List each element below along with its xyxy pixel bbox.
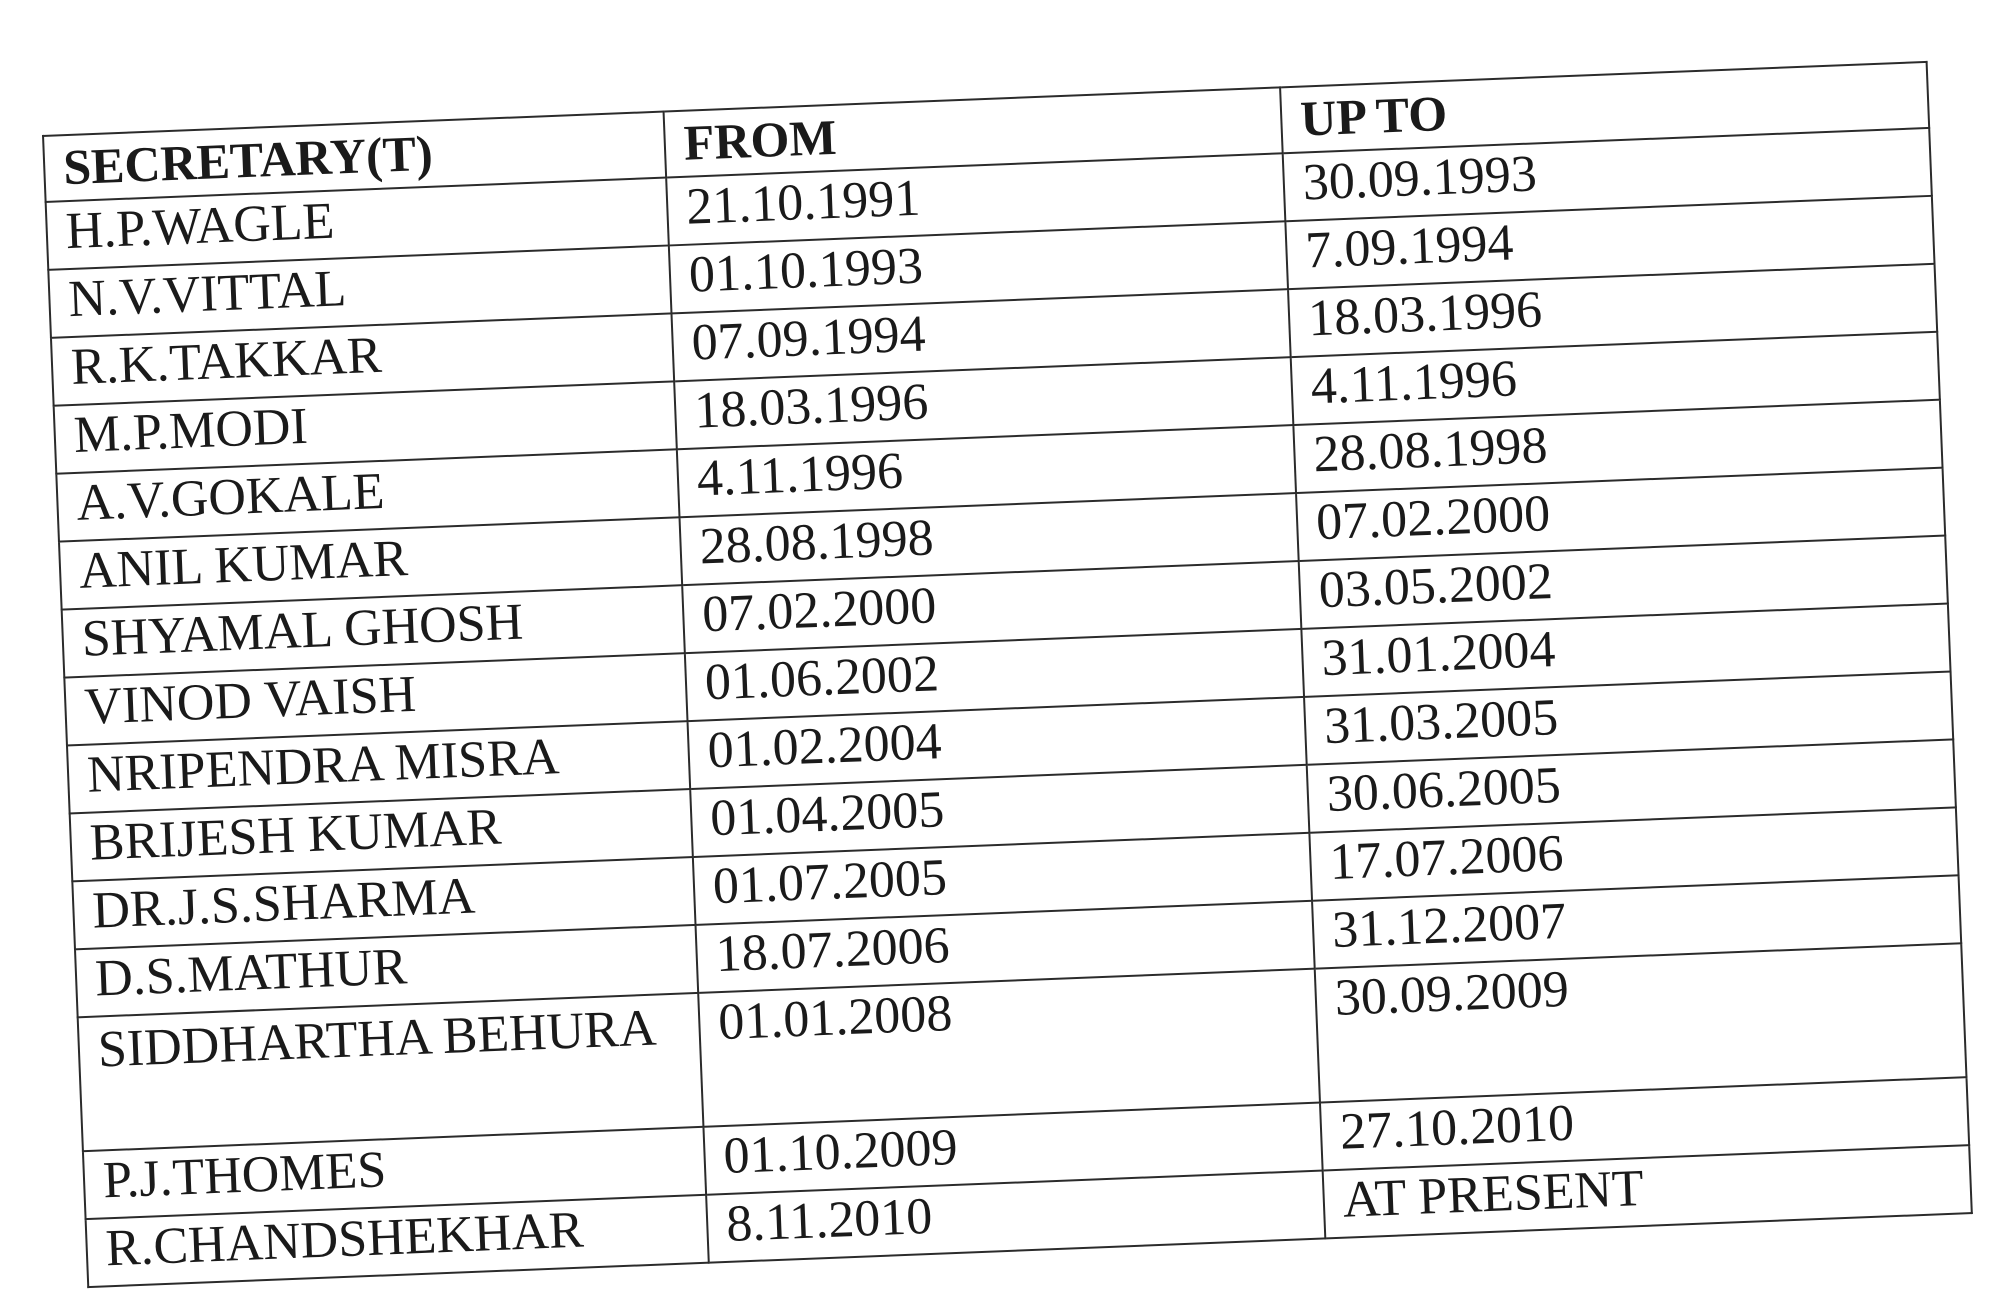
up-to-date: 30.09.1993 <box>1283 128 1932 221</box>
secretary-name: DR.J.S.SHARMA <box>72 857 695 949</box>
header-up-to: UP TO <box>1280 62 1929 153</box>
up-to-date: 7.09.1994 <box>1285 196 1934 289</box>
secretary-name: P.J.THOMES <box>83 1127 706 1219</box>
from-date: 21.10.1991 <box>666 153 1285 245</box>
scanned-sheet <box>42 61 1973 1288</box>
secretary-name: SHYAMAL GHOSH <box>62 585 685 677</box>
up-to-date: AT PRESENT <box>1323 1145 1972 1238</box>
secretary-name: R.CHANDSHEKHAR <box>86 1195 709 1287</box>
secretary-name: BRIJESH KUMAR <box>70 789 693 881</box>
up-to-date: 30.09.2009 <box>1315 943 1967 1102</box>
header-secretary: SECRETARY(T) <box>43 112 666 202</box>
from-date: 01.02.2004 <box>688 697 1307 789</box>
secretary-name: H.P.WAGLE <box>46 178 669 270</box>
from-date: 07.02.2000 <box>682 561 1301 653</box>
up-to-date: 30.06.2005 <box>1307 739 1956 832</box>
secretary-name: N.V.VITTAL <box>48 245 671 337</box>
from-date: 01.01.2008 <box>698 969 1320 1127</box>
from-date: 18.07.2006 <box>696 901 1315 993</box>
from-date: 01.10.1993 <box>669 221 1288 313</box>
up-to-date: 4.11.1996 <box>1291 332 1940 425</box>
secretary-tenure-table <box>42 61 1973 1288</box>
secretary-name: NRIPENDRA MISRA <box>67 721 690 813</box>
secretary-name: SIDDHARTHA BEHURA <box>78 993 704 1151</box>
up-to-date: 03.05.2002 <box>1299 536 1948 629</box>
from-date: 18.03.1996 <box>674 357 1293 449</box>
up-to-date: 31.12.2007 <box>1312 875 1961 968</box>
up-to-date: 17.07.2006 <box>1309 807 1958 900</box>
secretary-name: A.V.GOKALE <box>56 449 679 541</box>
from-date: 01.07.2005 <box>693 833 1312 925</box>
secretary-name: R.K.TAKKAR <box>51 313 674 405</box>
up-to-date: 27.10.2010 <box>1320 1077 1969 1170</box>
secretary-name: ANIL KUMAR <box>59 517 682 609</box>
from-date: 07.09.1994 <box>671 289 1290 381</box>
from-date: 4.11.1996 <box>677 425 1296 517</box>
up-to-date: 31.01.2004 <box>1301 604 1950 697</box>
from-date: 01.06.2002 <box>685 629 1304 721</box>
up-to-date: 31.03.2005 <box>1304 671 1953 764</box>
header-from: FROM <box>664 87 1283 177</box>
from-date: 8.11.2010 <box>706 1171 1325 1263</box>
up-to-date: 28.08.1998 <box>1293 400 1942 493</box>
secretary-name: M.P.MODI <box>54 381 677 473</box>
from-date: 01.04.2005 <box>690 765 1309 857</box>
from-date: 01.10.2009 <box>703 1103 1322 1195</box>
from-date: 28.08.1998 <box>679 493 1298 585</box>
secretary-name: VINOD VAISH <box>64 653 687 745</box>
up-to-date: 07.02.2000 <box>1296 468 1945 561</box>
secretary-name: D.S.MATHUR <box>75 925 698 1017</box>
up-to-date: 18.03.1996 <box>1288 264 1937 357</box>
